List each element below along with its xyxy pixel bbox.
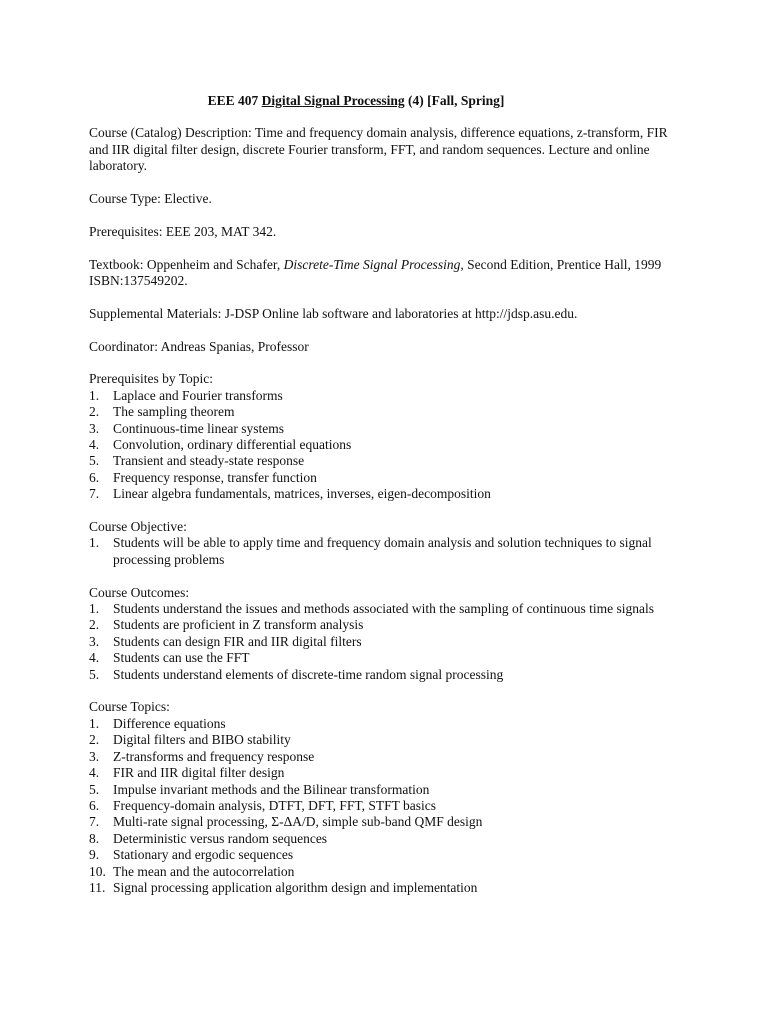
item-number: 6. <box>89 469 100 485</box>
list-item <box>89 404 689 420</box>
prereq-topics-section <box>89 371 689 502</box>
item-number: 5. <box>89 666 100 682</box>
item-number: 7. <box>89 486 100 502</box>
list-item <box>89 470 689 486</box>
coordinator: Coordinator: Andreas Spanias, Professor <box>89 338 309 354</box>
syllabus-page <box>89 93 689 913</box>
objective-list <box>89 535 689 568</box>
item-text: Transient and steady-state response <box>113 453 305 469</box>
item-text: The mean and the autocorrelation <box>113 863 295 879</box>
list-item <box>89 749 689 765</box>
outcomes-list <box>89 601 689 683</box>
item-text: Linear algebra fundamentals, matrices, inverses, eigen-decomposition <box>113 486 491 502</box>
item-number: 1. <box>89 535 100 551</box>
item-text: Students will be able to apply time and frequency domain analysis and solution techniques to signal processing problems <box>113 535 652 567</box>
list-item <box>89 453 689 469</box>
list-item <box>89 437 689 453</box>
item-text: Signal processing application algorithm design and implementation <box>113 879 478 895</box>
item-text: Frequency response, transfer function <box>113 469 317 485</box>
list-item <box>89 831 689 847</box>
course-description: Course (Catalog) Description: Time and frequency domain analysis, difference equations, z-transform, FIR and IIR digital filter design, discrete Fourier transform, FFT, and random sequences. Lecture and online laboratory. <box>89 125 668 174</box>
course-type: Course Type: Elective. <box>89 191 212 207</box>
item-text: Students can use the FFT <box>113 650 250 666</box>
item-number: 1. <box>89 601 100 617</box>
topics-section <box>89 699 689 896</box>
list-item <box>89 634 689 650</box>
item-number: 11. <box>89 879 106 895</box>
item-number: 2. <box>89 617 100 633</box>
section-heading: Course Objective: <box>89 519 187 535</box>
list-item <box>89 650 689 666</box>
item-text: The sampling theorem <box>113 404 235 420</box>
item-text: Multi-rate signal processing, Σ-ΔA/D, simple sub-band QMF design <box>113 814 483 830</box>
item-number: 8. <box>89 830 100 846</box>
list-item <box>89 765 689 781</box>
item-text: Students understand elements of discrete-time random signal processing <box>113 666 504 682</box>
item-text: Digital filters and BIBO stability <box>113 732 291 748</box>
section-heading: Prerequisites by Topic: <box>89 371 214 387</box>
textbook <box>89 257 689 290</box>
textbook-prefix: Textbook: Oppenheim and Schafer, <box>89 256 284 272</box>
list-item <box>89 864 689 880</box>
supplemental-materials: Supplemental Materials: J-DSP Online lab software and laboratories at http://jdsp.asu.edu. <box>89 305 578 321</box>
item-text: Deterministic versus random sequences <box>113 830 328 846</box>
topics-list <box>89 716 689 896</box>
item-number: 7. <box>89 814 100 830</box>
item-text: FIR and IIR digital filter design <box>113 765 285 781</box>
course-terms: [Fall, Spring] <box>427 93 505 108</box>
item-number: 2. <box>89 732 100 748</box>
list-item <box>89 421 689 437</box>
item-text: Students can design FIR and IIR digital filters <box>113 633 362 649</box>
item-number: 4. <box>89 765 100 781</box>
item-number: 9. <box>89 847 100 863</box>
textbook-isbn: ISBN:137549202. <box>89 273 188 289</box>
course-title <box>89 93 623 109</box>
item-number: 3. <box>89 633 100 649</box>
course-name: Digital Signal Processing <box>261 93 405 108</box>
item-number: 3. <box>89 420 100 436</box>
item-number: 5. <box>89 781 100 797</box>
item-number: 1. <box>89 715 100 731</box>
section-heading: Course Topics: <box>89 699 170 715</box>
item-number: 5. <box>89 453 100 469</box>
list-item <box>89 798 689 814</box>
course-credits: (4) <box>408 93 424 108</box>
item-text: Stationary and ergodic sequences <box>113 847 294 863</box>
list-item <box>89 535 689 568</box>
item-number: 1. <box>89 387 100 403</box>
list-item <box>89 601 689 617</box>
list-item <box>89 880 689 896</box>
list-item <box>89 667 689 683</box>
list-item <box>89 716 689 732</box>
item-text: Continuous-time linear systems <box>113 420 284 436</box>
item-text: Laplace and Fourier transforms <box>113 387 283 403</box>
objective-section <box>89 519 689 568</box>
item-number: 3. <box>89 748 100 764</box>
section-heading: Course Outcomes: <box>89 584 190 600</box>
item-number: 4. <box>89 437 100 453</box>
prerequisites: Prerequisites: EEE 203, MAT 342. <box>89 223 277 239</box>
item-text: Z-transforms and frequency response <box>113 748 315 764</box>
list-item <box>89 847 689 863</box>
item-number: 2. <box>89 404 100 420</box>
list-item <box>89 782 689 798</box>
item-text: Students are proficient in Z transform analysis <box>113 617 364 633</box>
item-text: Impulse invariant methods and the Bilinear transformation <box>113 781 430 797</box>
item-number: 10. <box>89 863 106 879</box>
outcomes-section <box>89 585 689 683</box>
list-item <box>89 617 689 633</box>
item-text: Students understand the issues and methods associated with the sampling of continuous time signals <box>113 601 655 617</box>
prereq-topics-list <box>89 388 689 503</box>
textbook-title: Discrete-Time Signal Processing <box>283 256 461 272</box>
list-item <box>89 732 689 748</box>
item-number: 6. <box>89 797 100 813</box>
textbook-suffix: , Second Edition, Prentice Hall, 1999 <box>460 256 662 272</box>
course-code: EEE 407 <box>207 93 259 108</box>
list-item <box>89 486 689 502</box>
item-number: 4. <box>89 650 100 666</box>
item-text: Frequency-domain analysis, DTFT, DFT, FFT, STFT basics <box>113 797 436 813</box>
item-text: Difference equations <box>113 715 226 731</box>
item-text: Convolution, ordinary differential equations <box>113 437 352 453</box>
list-item <box>89 388 689 404</box>
list-item <box>89 814 689 830</box>
